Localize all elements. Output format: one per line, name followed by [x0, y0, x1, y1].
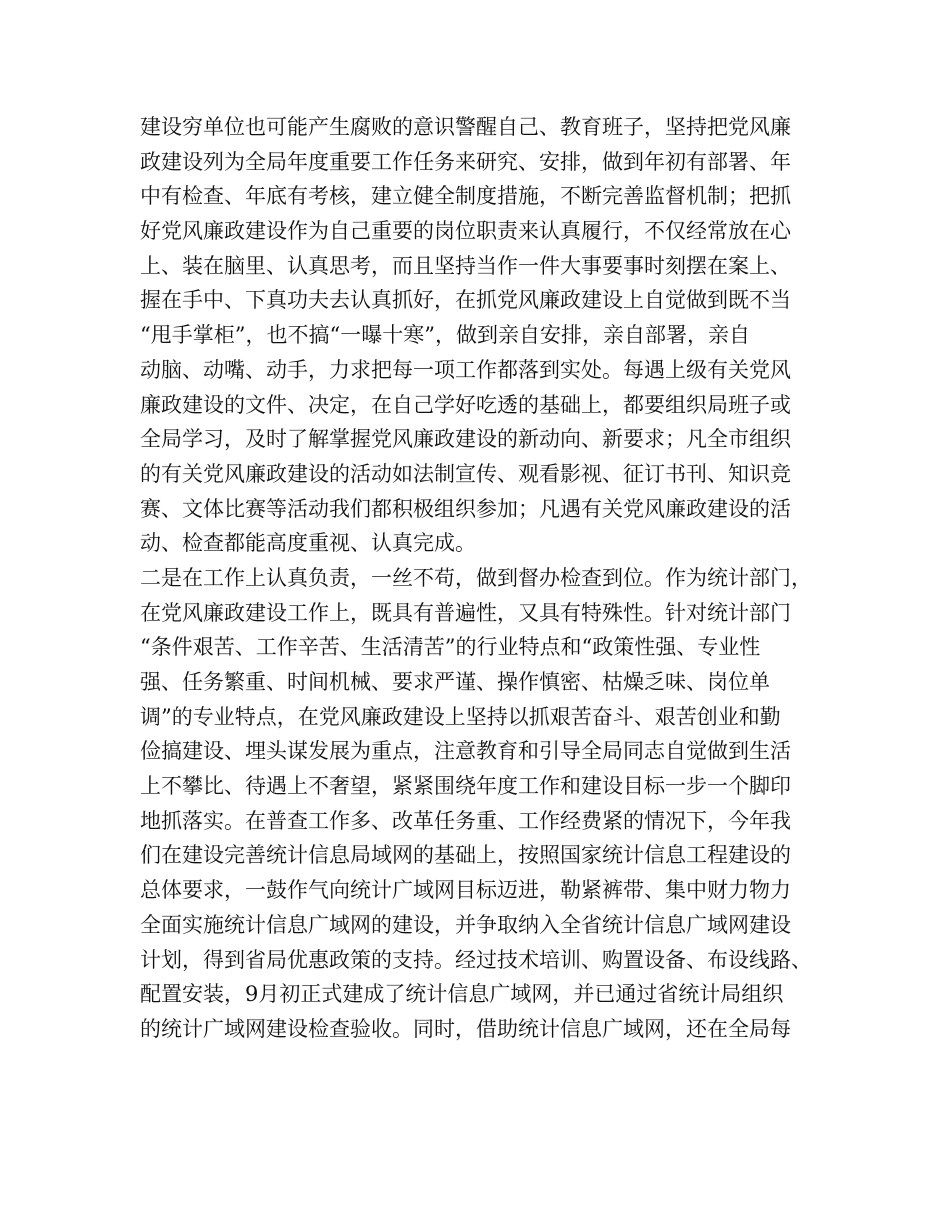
text-line: 俭搞建设、埋头谋发展为重点，注意教育和引导全局同志自觉做到生活: [140, 739, 791, 764]
text-line: 强、任务繁重、时间机械、要求严谨、操作慎密、枯燥乏味、岗位单: [140, 670, 770, 694]
text-line: 调”的专业特点，在党风廉政建设上坚持以抓艰苦奋斗、艰苦创业和勤: [140, 704, 781, 729]
text-line: 握在手中、下真功夫去认真抓好，在抓党风廉政建设上自觉做到既不当: [140, 288, 791, 313]
text-line: 的有关党风廉政建设的活动如法制宣传、观看影视、征订书刊、知识竞: [140, 461, 791, 486]
text-line: 总体要求，一鼓作气向统计广域网目标迈进，勒紧裤带、集中财力物力: [140, 878, 791, 903]
text-line: 二是在工作上认真负责，一丝不苟，做到督办检查到位。作为统计部门，: [140, 565, 812, 590]
text-line: 上、装在脑里、认真思考，而且坚持当作一件大事要事时刻摆在案上、: [140, 253, 791, 278]
text-line: 配置安装，9月初正式建成了统计信息广域网，并已通过省统计局组织: [140, 982, 784, 1007]
text-line: 计划，得到省局优惠政策的支持。经过技术培训、购置设备、布设线路、: [140, 947, 812, 972]
text-line: “条件艰苦、工作辛苦、生活清苦”的行业特点和“政策性强、专业性: [140, 635, 761, 660]
text-line: “甩手掌柜”，也不搞“一曝十寒”，做到亲自安排，亲自部署，亲自: [140, 323, 750, 348]
text-line: 们在建设完善统计信息局域网的基础上，按照国家统计信息工程建设的: [140, 843, 791, 868]
text-line: 全局学习，及时了解掌握党风廉政建设的新动向、新要求；凡全市组织: [140, 427, 791, 452]
text-line: 廉政建设的文件、决定，在自己学好吃透的基础上，都要组织局班子或: [140, 392, 791, 417]
text-line: 赛、文体比赛等活动我们都积极组织参加；凡遇有关党风廉政建设的活: [140, 496, 791, 521]
text-line: 全面实施统计信息广域网的建设，并争取纳入全省统计信息广域网建设: [140, 912, 791, 937]
text-line: 建设穷单位也可能产生腐败的意识警醒自己、教育班子，坚持把党风廉: [140, 115, 791, 139]
text-line: 地抓落实。在普查工作多、改革任务重、工作经费紧的情况下，今年我: [140, 808, 791, 833]
text-line: 在党风廉政建设工作上，既具有普遍性，又具有特殊性。针对统计部门: [140, 600, 791, 625]
text-line: 政建设列为全局年度重要工作任务来研究、安排，做到年初有部署、年: [140, 149, 791, 174]
text-line: 动脑、动嘴、动手，力求把每一项工作都落到实处。每遇上级有关党风: [140, 357, 791, 382]
text-line: 动、检查都能高度重视、认真完成。: [140, 531, 476, 556]
text-line: 的统计广域网建设检查验收。同时，借助统计信息广域网，还在全局每: [140, 1016, 791, 1041]
body-text: [140, 110, 840, 1047]
text-line: 好党风廉政建设作为自己重要的岗位职责来认真履行，不仅经常放在心: [140, 219, 791, 244]
text-line: 上不攀比、待遇上不奢望，紧紧围绕年度工作和建设目标一步一个脚印: [140, 774, 791, 799]
text-line: 中有检查、年底有考核，建立健全制度措施，不断完善监督机制；把抓: [140, 184, 791, 209]
